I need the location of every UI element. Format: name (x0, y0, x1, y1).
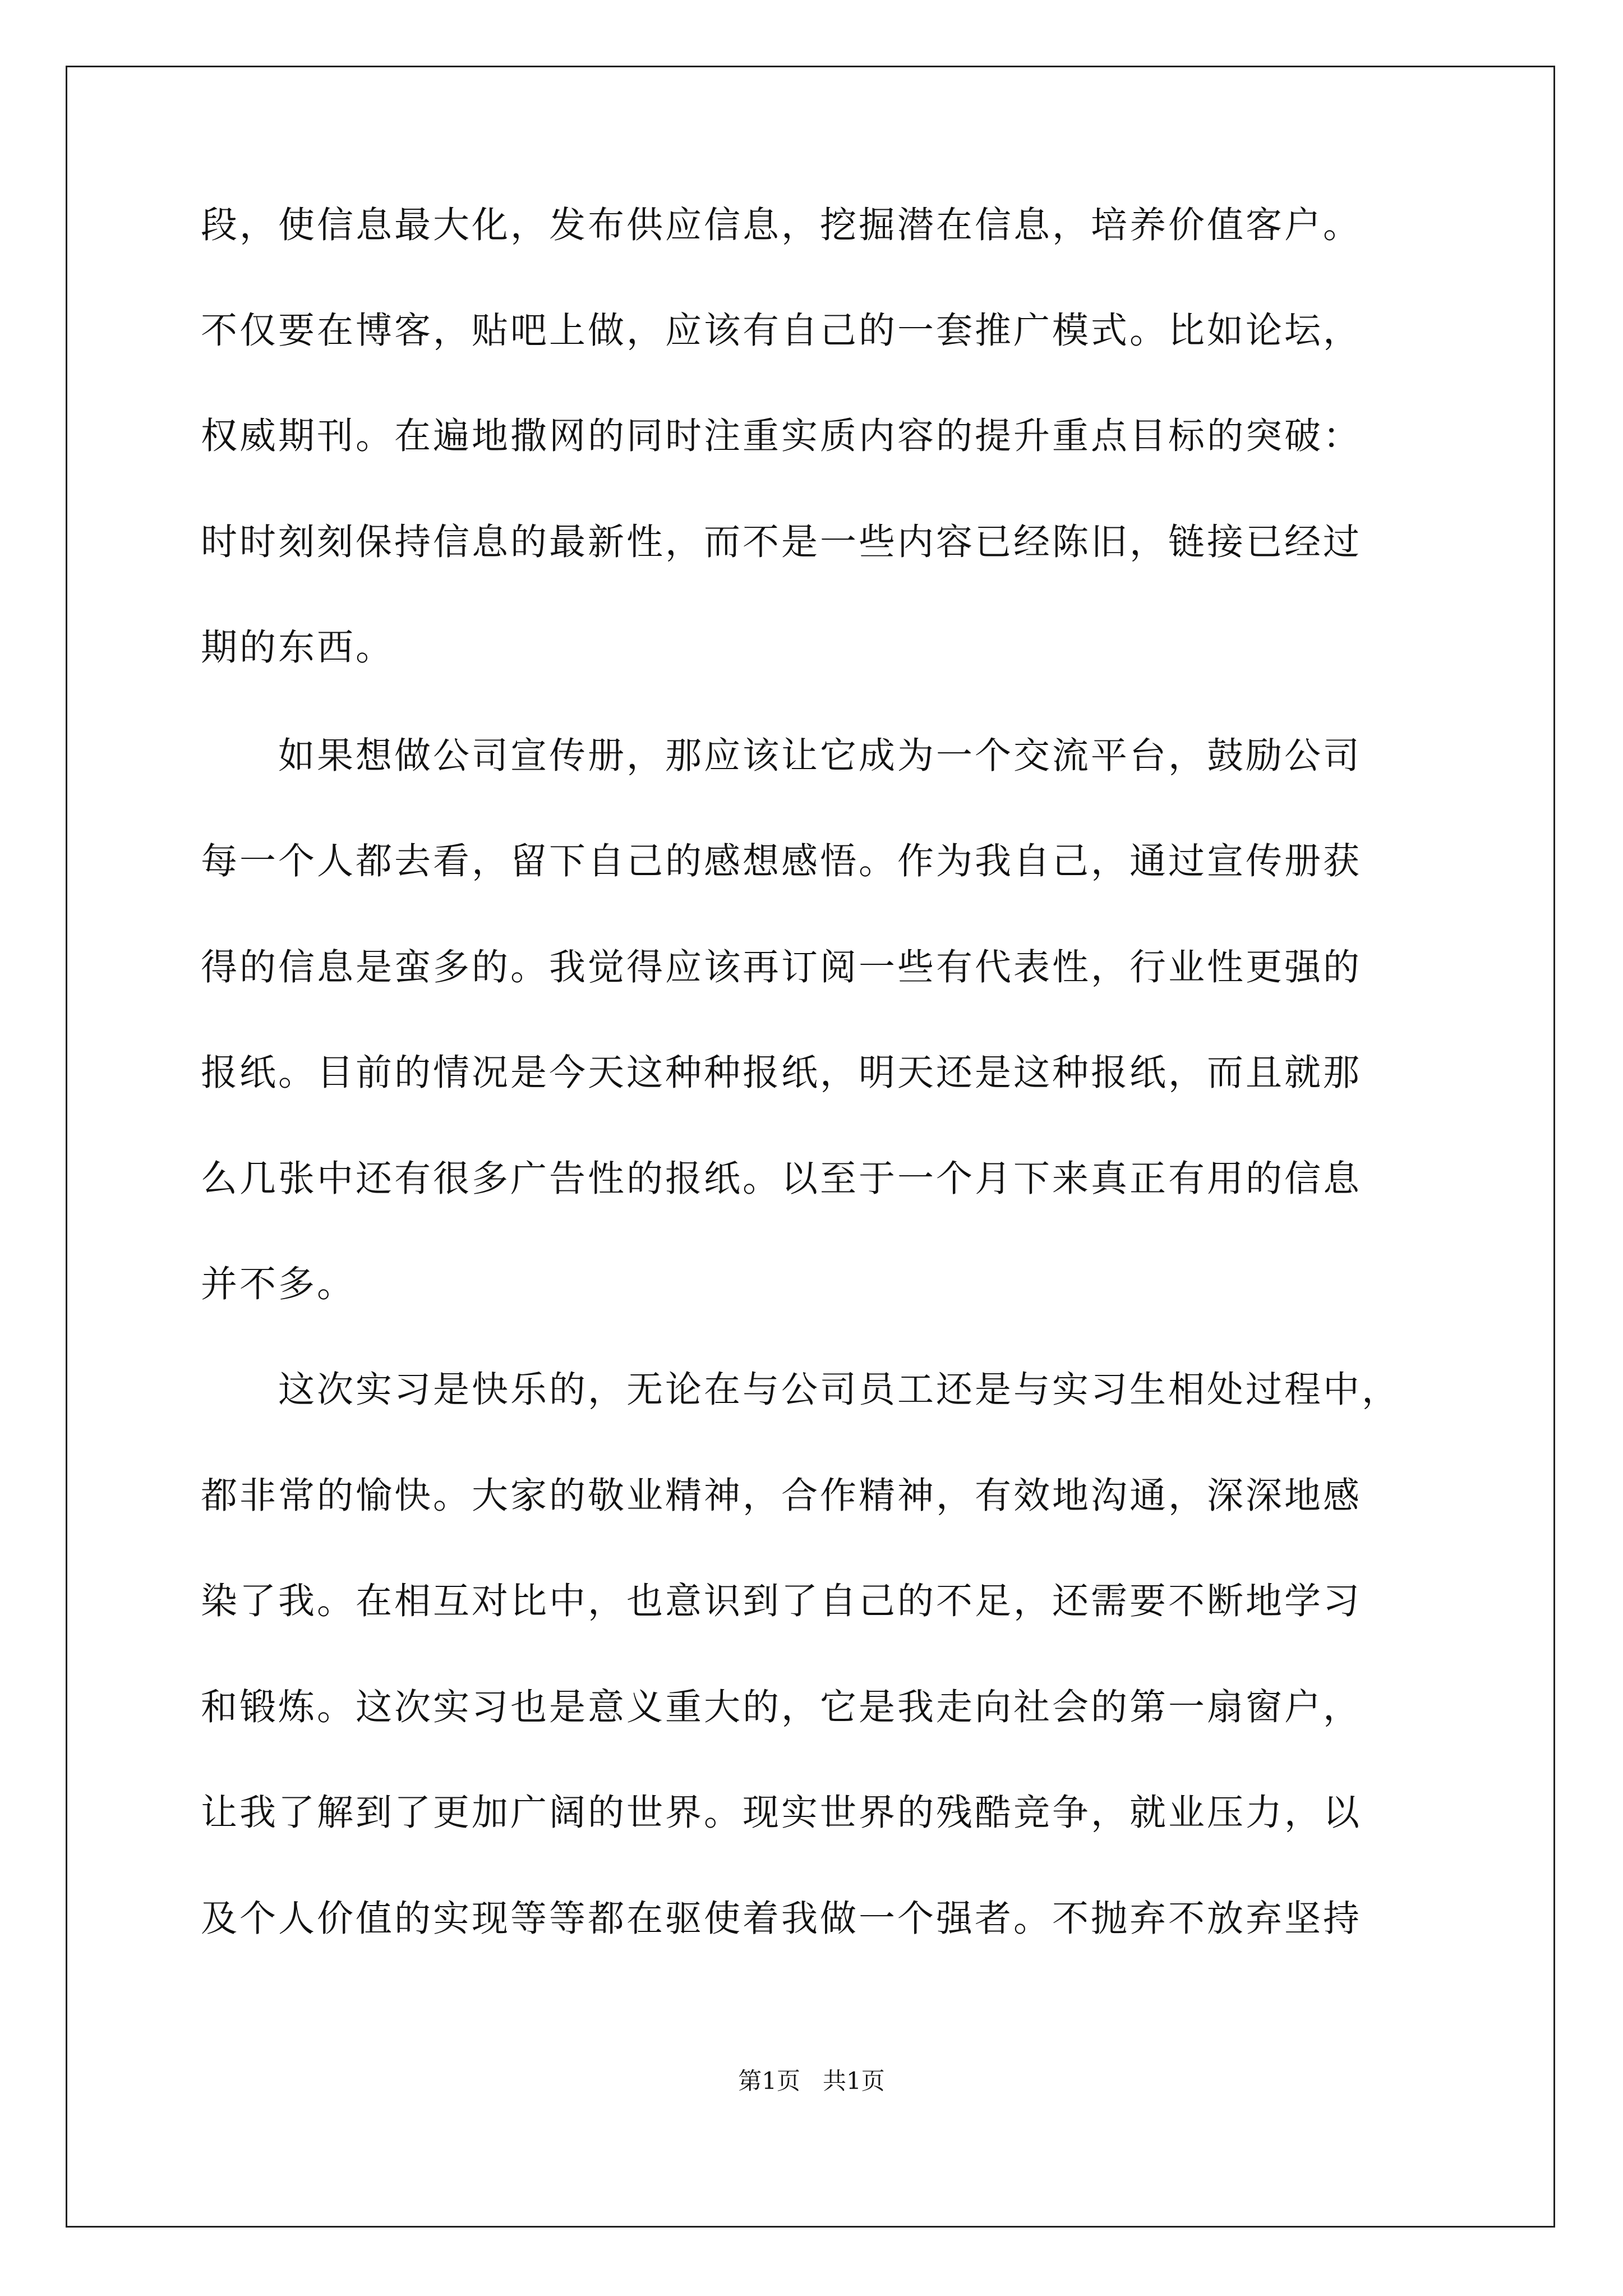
paragraph-1-line-1: 段，使信息最大化，发布供应信息，挖掘潜在信息，培养价值客户。 (201, 204, 1362, 246)
paragraph-3-line-2: 都非常的愉快。大家的敬业精神，合作精神，有效地沟通，深深地感 (201, 1475, 1362, 1517)
paragraph-2-line-4: 报纸。目前的情况是今天这种种报纸，明天还是这种报纸，而且就那 (201, 1052, 1362, 1094)
paragraph-3-line-5: 让我了解到了更加广阔的世界。现实世界的残酷竞争，就业压力，以 (201, 1792, 1362, 1834)
paragraph-3-line-1: 这次实习是快乐的，无论在与公司员工还是与实习生相处过程中， (278, 1369, 1401, 1411)
paragraph-2-line-3: 得的信息是蛮多的。我觉得应该再订阅一些有代表性，行业性更强的 (201, 946, 1362, 988)
page-footer-page-number: 第1页 共1页 (738, 2067, 885, 2095)
paragraph-3-line-6: 及个人价值的实现等等都在驱使着我做一个强者。不抛弃不放弃坚持 (201, 1898, 1362, 1940)
paragraph-2-line-5: 么几张中还有很多广告性的报纸。以至于一个月下来真正有用的信息 (201, 1158, 1362, 1200)
paragraph-1-line-2: 不仅要在博客，贴吧上做，应该有自己的一套推广模式。比如论坛， (201, 310, 1362, 352)
paragraph-1-line-3: 权威期刊。在遍地撒网的同时注重实质内容的提升重点目标的突破： (201, 415, 1362, 457)
paragraph-3-line-4: 和锻炼。这次实习也是意义重大的，它是我走向社会的第一扇窗户， (201, 1686, 1362, 1728)
paragraph-2-line-1: 如果想做公司宣传册，那应该让它成为一个交流平台，鼓励公司 (278, 735, 1362, 777)
paragraph-3-line-3: 染了我。在相互对比中，也意识到了自己的不足，还需要不断地学习 (201, 1580, 1362, 1622)
paragraph-2-line-2: 每一个人都去看，留下自己的感想感悟。作为我自己，通过宣传册获 (201, 840, 1362, 882)
paragraph-1-line-4: 时时刻刻保持信息的最新性，而不是一些内容已经陈旧，链接已经过 (201, 521, 1362, 563)
paragraph-2-line-6: 并不多。 (201, 1263, 356, 1305)
paragraph-1-line-5: 期的东西。 (201, 627, 395, 669)
